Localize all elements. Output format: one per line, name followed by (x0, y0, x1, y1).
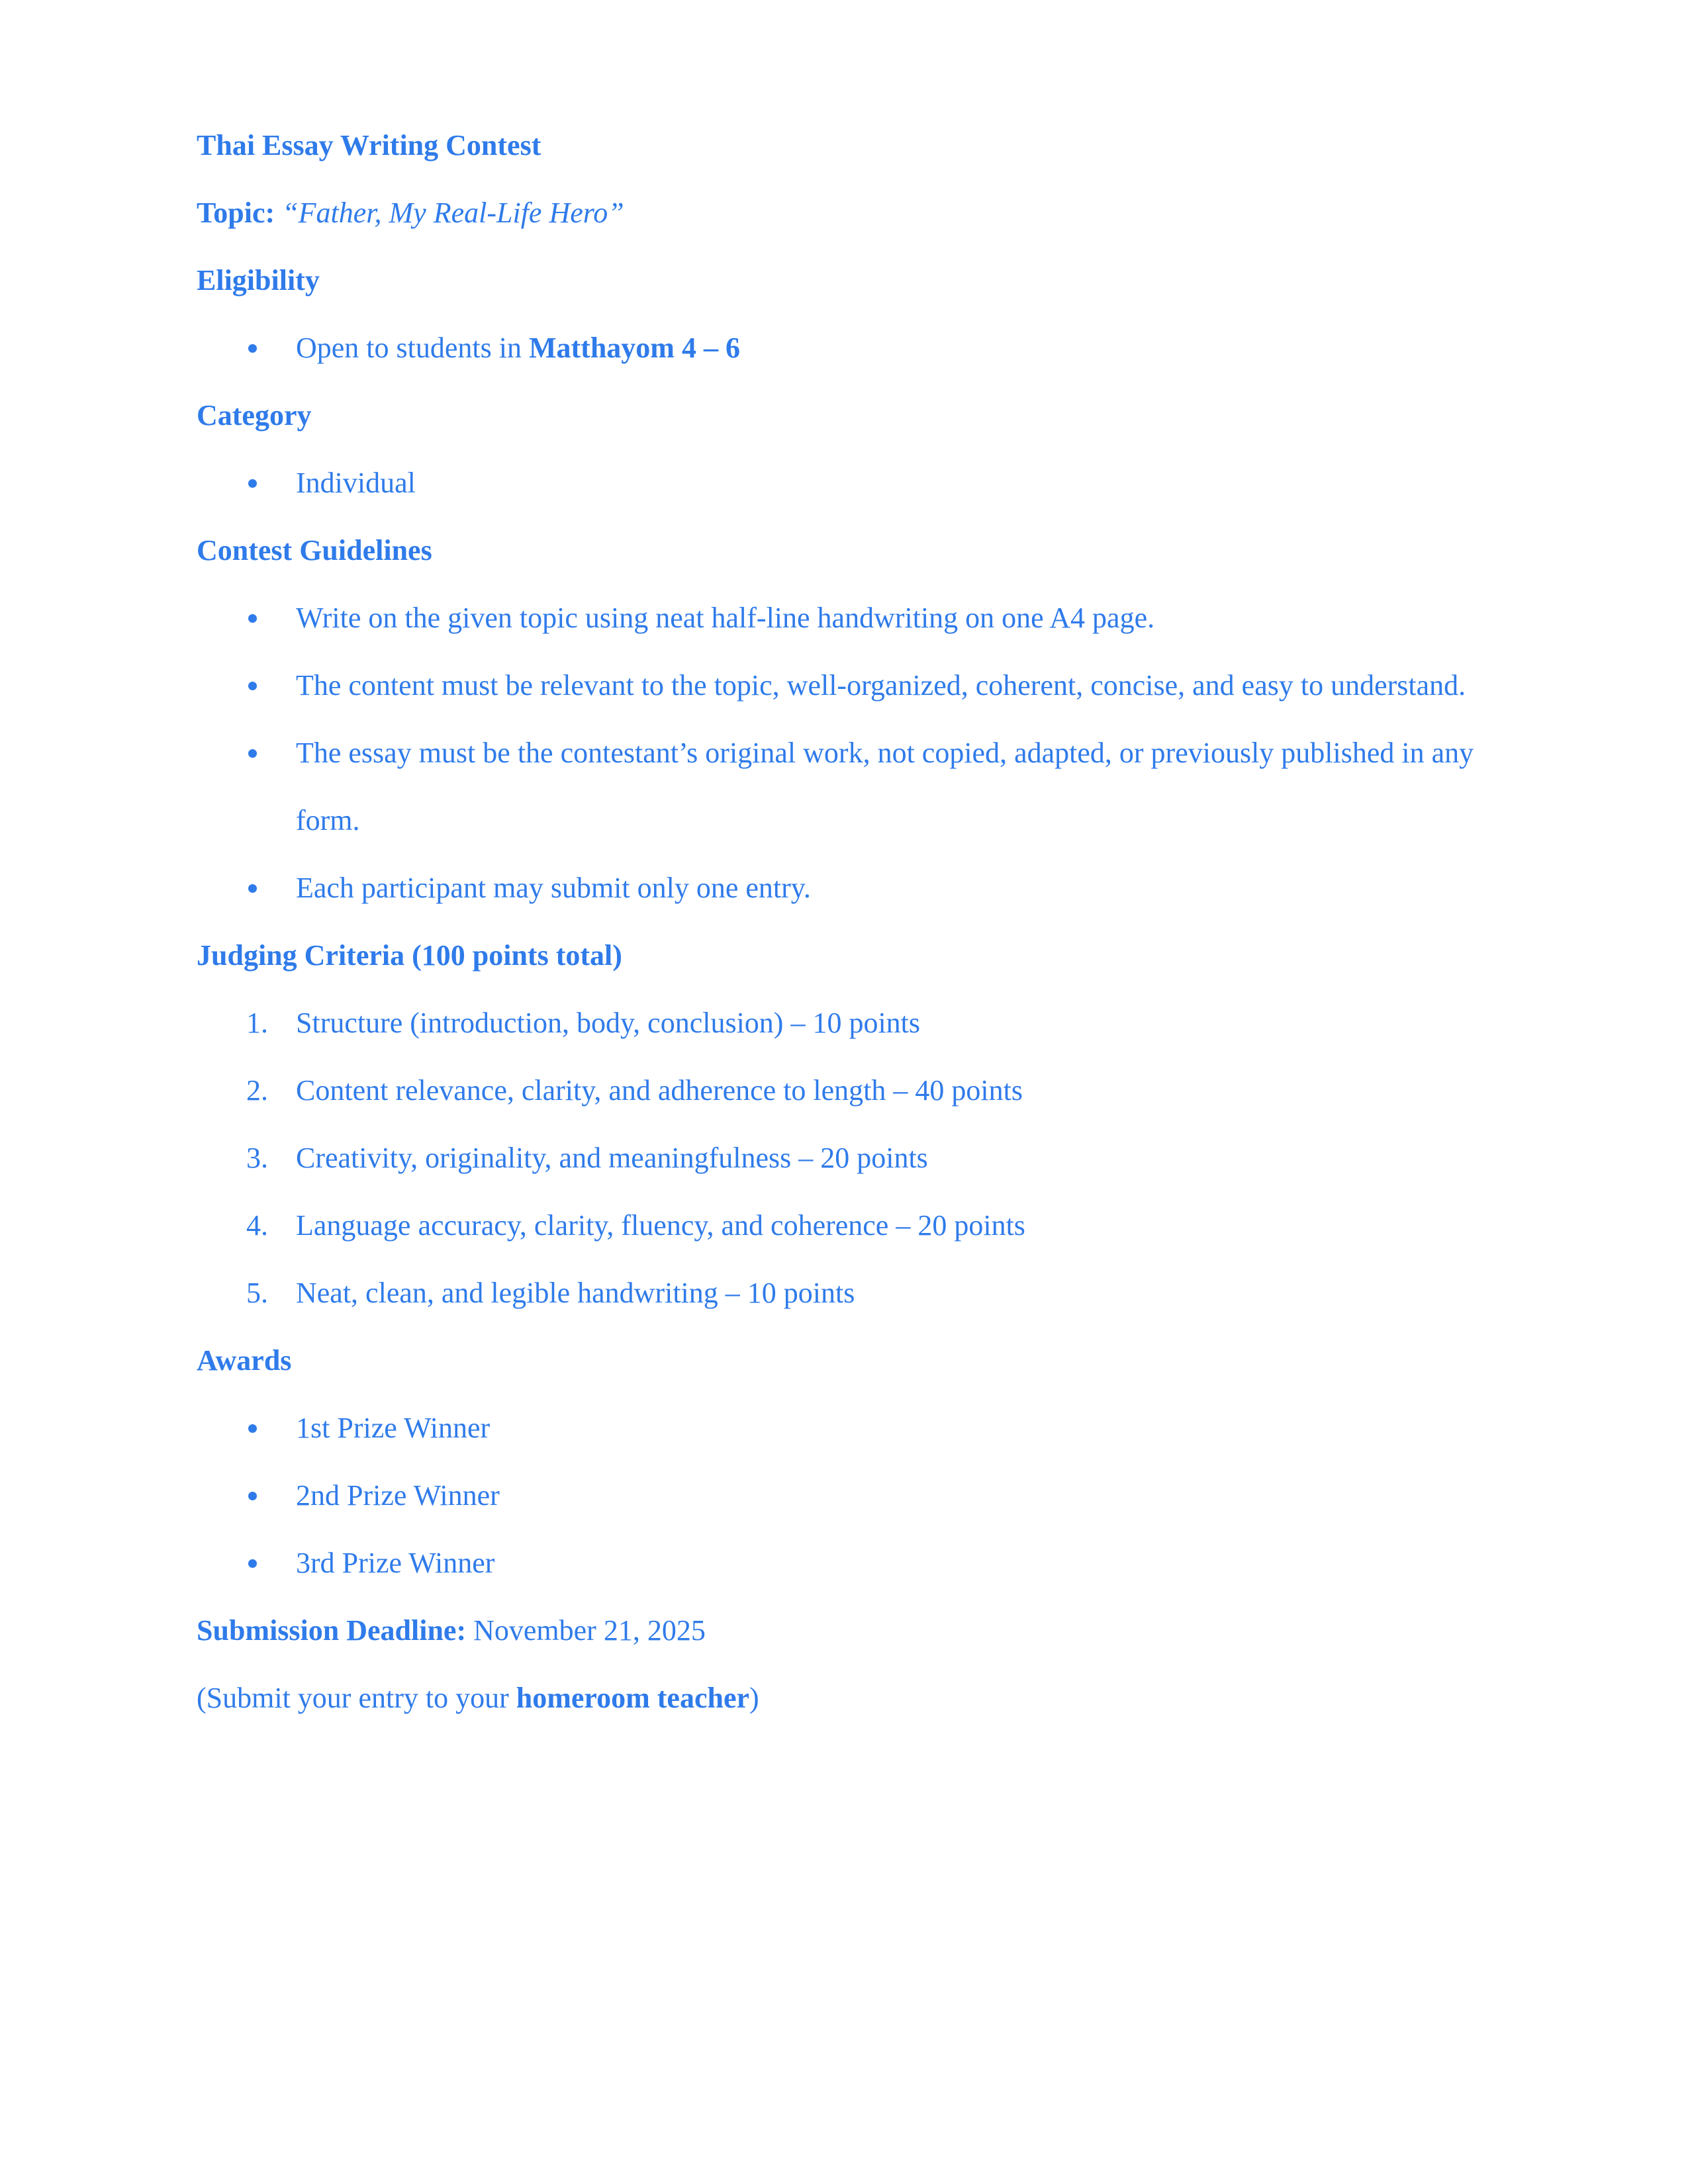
eligibility-heading: Eligibility (197, 264, 320, 296)
submit-note-suffix: ) (749, 1682, 759, 1714)
guideline-text: Write on the given topic using neat half-line handwriting on one A4 page. (296, 602, 1155, 634)
submit-note (197, 1678, 1554, 1718)
award-text: 3rd Prize Winner (296, 1547, 495, 1579)
list-number: 5. (246, 1277, 268, 1309)
list-item (197, 1003, 1554, 1043)
submit-note-prefix: (Submit your entry to your (197, 1682, 516, 1714)
guideline-text: Each participant may submit only one entry. (296, 872, 811, 904)
submit-note-recipient: homeroom teacher (516, 1682, 750, 1714)
topic-line (197, 193, 1554, 233)
deadline-value: November 21, 2025 (466, 1614, 706, 1647)
document-title: Thai Essay Writing Contest (197, 129, 541, 161)
criteria-text: Language accuracy, clarity, fluency, and coherence – 20 points (296, 1209, 1025, 1242)
guidelines-heading: Contest Guidelines (197, 534, 432, 567)
document-page (197, 126, 1554, 1746)
list-item (197, 598, 1554, 638)
bullet-icon (248, 344, 257, 353)
awards-heading: Awards (197, 1344, 292, 1377)
deadline-label: Submission Deadline: (197, 1614, 467, 1647)
list-number: 4. (246, 1209, 268, 1242)
award-text: 1st Prize Winner (296, 1412, 491, 1444)
criteria-list (197, 1003, 1554, 1313)
criteria-text: Structure (introduction, body, conclusion) – 10 points (296, 1007, 921, 1039)
list-item (197, 1273, 1554, 1313)
list-number: 2. (246, 1074, 268, 1107)
list-item (197, 1476, 1554, 1516)
list-number: 1. (246, 1007, 268, 1039)
bullet-icon (248, 749, 257, 758)
criteria-text: Neat, clean, and legible handwriting – 10 points (296, 1277, 855, 1309)
criteria-heading: Judging Criteria (100 points total) (197, 939, 622, 972)
guideline-text: The content must be relevant to the topic, well-organized, coherent, concise, and easy to understand. (296, 669, 1466, 702)
category-text: Individual (296, 467, 416, 499)
list-item (197, 1543, 1554, 1583)
list-item (197, 1138, 1554, 1178)
category-heading: Category (197, 399, 312, 432)
guideline-text: The essay must be the contestant’s original work, not copied, adapted, or previously published in any form. (296, 737, 1474, 837)
awards-list (197, 1408, 1554, 1583)
deadline-line (197, 1611, 1554, 1651)
bullet-icon (248, 1424, 257, 1433)
award-text: 2nd Prize Winner (296, 1479, 500, 1512)
category-list (197, 463, 1554, 503)
bullet-icon (248, 1492, 257, 1500)
bullet-icon (248, 682, 257, 690)
bullet-icon (248, 614, 257, 623)
list-item (197, 719, 1554, 854)
topic-value: “Father, My Real-Life Hero” (282, 197, 624, 229)
criteria-text: Creativity, originality, and meaningfulness – 20 points (296, 1142, 928, 1174)
list-item (197, 868, 1554, 908)
list-item (197, 1071, 1554, 1111)
eligibility-text: Open to students in (296, 332, 529, 364)
list-item (197, 1206, 1554, 1246)
bullet-icon (248, 1559, 257, 1568)
list-item (197, 1408, 1554, 1448)
criteria-text: Content relevance, clarity, and adherence to length – 40 points (296, 1074, 1023, 1107)
topic-label: Topic: (197, 197, 275, 229)
list-number: 3. (246, 1142, 268, 1174)
guidelines-list (197, 598, 1554, 908)
list-item (197, 666, 1554, 705)
eligibility-grade: Matthayom 4 – 6 (528, 332, 740, 364)
list-item (197, 328, 1554, 368)
eligibility-list (197, 328, 1554, 368)
bullet-icon (248, 884, 257, 893)
bullet-icon (248, 479, 257, 488)
list-item (197, 463, 1554, 503)
